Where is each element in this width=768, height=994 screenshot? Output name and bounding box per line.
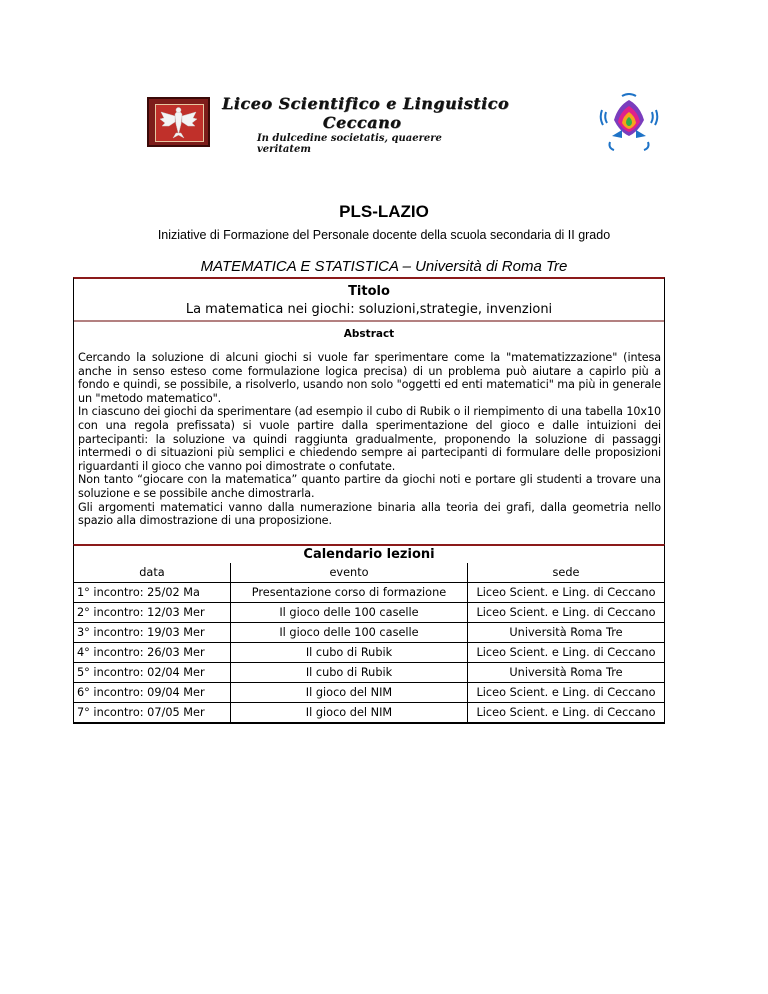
cell-data: 2° incontro: 12/03 Mer (74, 603, 231, 623)
cell-sede: Liceo Scient. e Ling. di Ceccano (468, 683, 665, 703)
school-name-line2: Ceccano (322, 113, 402, 132)
cell-evento: Il gioco delle 100 caselle (231, 623, 468, 643)
abstract-paragraph: Gli argomenti matematici vanno dalla numerazione binaria alla teoria dei grafi, dalla geometria nello spazio alla dimostrazione di una proposizione. (78, 500, 661, 528)
table-row (74, 683, 665, 703)
abstract-paragraph: Non tanto “giocare con la matematica” quanto partire da giochi noti e portare gli studenti a trovare una soluzione e se possibile anche dimostrarla. (78, 473, 661, 500)
cell-sede: Università Roma Tre (468, 663, 665, 683)
school-name (222, 94, 512, 132)
cell-data: 7° incontro: 07/05 Mer (74, 703, 231, 724)
cell-sede: Liceo Scient. e Ling. di Ceccano (468, 583, 665, 603)
table-row (74, 643, 665, 663)
table-header-row (74, 563, 665, 583)
cell-data: 3° incontro: 19/03 Mer (74, 623, 231, 643)
cell-evento: Il gioco delle 100 caselle (231, 603, 468, 623)
cell-sede: Liceo Scient. e Ling. di Ceccano (468, 703, 665, 724)
abstract-text (78, 351, 661, 528)
column-header-data: data (74, 563, 231, 583)
table-row (74, 703, 665, 724)
course-line: MATEMATICA E STATISTICA – Università di Roma Tre (200, 258, 568, 275)
cell-data: 5° incontro: 02/04 Mer (74, 663, 231, 683)
school-motto: In dulcedine societatis, quaerere veritatem (257, 133, 442, 155)
cell-evento: Il cubo di Rubik (231, 643, 468, 663)
abstract-label: Abstract (343, 328, 395, 340)
calendar-table (73, 563, 665, 724)
school-name-line1: Liceo Scientifico e Linguistico (222, 94, 510, 113)
cell-evento: Il gioco del NIM (231, 703, 468, 724)
calendar-title: Calendario lezioni (73, 544, 665, 564)
cell-sede: Università Roma Tre (468, 623, 665, 643)
pls-title: PLS-LAZIO (339, 202, 429, 221)
cell-sede: Liceo Scient. e Ling. di Ceccano (468, 643, 665, 663)
pls-subtitle: Iniziative di Formazione del Personale docente della scuola secondaria di II grado (157, 228, 611, 242)
cell-data: 6° incontro: 09/04 Mer (74, 683, 231, 703)
cell-sede: Liceo Scient. e Ling. di Ceccano (468, 603, 665, 623)
table-row (74, 623, 665, 643)
abstract-paragraph: In ciascuno dei giochi da sperimentare (ad esempio il cubo di Rubik o il riempimento di una tabella 10x10 con una regola prefissata) si vuole partire dalla sperimentazione del gioco e dalle intuizioni dei partecipanti: la soluzione va quindi raggiunta gradualmente, proponendo la soluzione di passaggi intermedi o di situazioni più semplici e chiedendo sempre ai partecipanti di formulare delle proposizioni riguardanti il gioco che vanno poi dimostrate o confutate. (78, 405, 661, 473)
crest-eagle-icon (155, 104, 202, 140)
titolo-label: Titolo (348, 284, 390, 299)
abstract-paragraph: Cercando la soluzione di alcuni giochi si vuole far sperimentare come la "matematizzazione" (intesa anche in senso esteso come formulazione logica precisa) di un problema può aiutare a capirlo più a fondo e quindi, se possibile, a risolverlo, usando non solo "oggetti ed enti matematici" ma più in generale un "metodo matematico". (78, 351, 661, 405)
pls-logo-icon (598, 92, 660, 154)
course-box (73, 277, 665, 546)
column-header-sede: sede (468, 563, 665, 583)
cell-data: 1° incontro: 25/02 Ma (74, 583, 231, 603)
cell-evento: Il gioco del NIM (231, 683, 468, 703)
cell-evento: Il cubo di Rubik (231, 663, 468, 683)
table-row (74, 583, 665, 603)
column-header-evento: evento (231, 563, 468, 583)
table-row (74, 663, 665, 683)
table-row (74, 603, 665, 623)
cell-evento: Presentazione corso di formazione (231, 583, 468, 603)
box-divider (74, 320, 664, 322)
titolo-text: La matematica nei giochi: soluzioni,strategie, invenzioni (185, 302, 553, 317)
cell-data: 4° incontro: 26/03 Mer (74, 643, 231, 663)
school-crest (147, 97, 210, 147)
